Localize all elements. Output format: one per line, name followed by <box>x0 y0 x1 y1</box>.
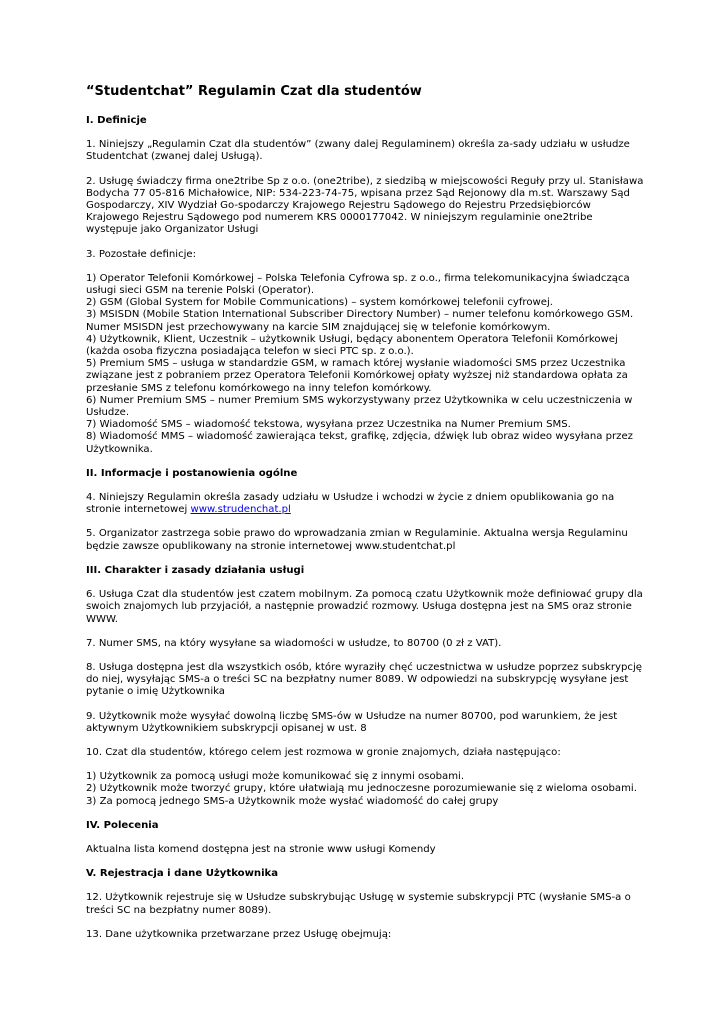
document-page <box>86 84 646 953</box>
section-heading-service: III. Charakter i zasady działania usługi <box>86 564 305 576</box>
section-heading-definitions: I. Definicje <box>86 115 147 126</box>
document-title: “Studentchat” Regulamin Czat dla studentów <box>86 84 422 99</box>
paragraph-12: 12. Użytkownik rejestruje się w Usłudze subskrybując Usługę w systemie subskrypcji PTC (wysłanie SMS-a o treści SC na bezpłatny numer 8089). <box>86 892 631 916</box>
paragraph-3: 3. Pozostałe definicje: <box>86 248 197 260</box>
list-item: 3) MSISDN (Mobile Station International Subscriber Directory Number) – numer telefonu komórkowego GSM. Numer MSISDN jest przechowywany na karcie SIM znajdującej się w telefonie komórkowym. <box>86 309 634 333</box>
paragraph-13: 13. Dane użytkownika przetwarzane przez Usługę obejmują: <box>86 928 392 940</box>
service-list <box>86 771 646 808</box>
list-item: 1) Użytkownik za pomocą usługi może komunikować się z innymi osobami. <box>86 771 465 783</box>
list-item: 4) Użytkownik, Klient, Uczestnik – użytkownik Usługi, będący abonentem Operatora Telefonii Komórkowej (każda osoba fizyczna posiadająca telefon w sieci PTC sp. z o.o.). <box>86 333 618 358</box>
list-item: 5) Premium SMS – usługa w standardzie GSM, w ramach której wysłanie wiadomości SMS przez Uczestnika związane jest z pobraniem przez Operatora Telefonii Komórkowej opłaty wyższej niż standardowa opłata za przesłanie SMS z telefonu komórkowego na inny telefon komórkowy. <box>86 358 628 394</box>
section-heading-commands: IV. Polecenia <box>86 819 159 831</box>
paragraph-9: 9. Użytkownik może wysyłać dowolną liczbę SMS-ów w Usłudze na numer 80700, pod warunkiem, że jest aktywnym Użytkownikiem subskrypcji opisanej w ust. 8 <box>86 710 618 734</box>
list-item: 6) Numer Premium SMS – numer Premium SMS wykorzystywany przez Użytkownika w celu uczestniczenia w Usłudze. <box>86 394 633 419</box>
paragraph-10: 10. Czat dla studentów, którego celem jest rozmowa w gronie znajomych, działa następująco: <box>86 746 561 758</box>
paragraph-4 <box>86 492 646 516</box>
list-item: 8) Wiadomość MMS – wiadomość zawierająca tekst, grafikę, zdjęcia, dźwięk lub obraz wideo wysyłana przez Użytkownika. <box>86 431 633 455</box>
list-item: 2) GSM (Global System for Mobile Communications) – system komórkowej telefonii cyfrowej. <box>86 297 553 309</box>
definitions-list <box>86 273 646 456</box>
section-heading-general: II. Informacje i postanowienia ogólne <box>86 467 298 479</box>
list-item: 3) Za pomocą jednego SMS-a Użytkownik może wysłać wiadomość do całej grupy <box>86 795 499 807</box>
paragraph-6: 6. Usługa Czat dla studentów jest czatem mobilnym. Za pomocą czatu Użytkownik może definiować grupy dla swoich znajomych lub przyjaciół, a następnie prowadzić rozmowy. Usługa dostępna jest na SMS oraz stronie WWW. <box>86 589 643 625</box>
paragraph-11: Aktualna lista komend dostępna jest na stronie www usługi Komendy <box>86 843 436 855</box>
paragraph-7: 7. Numer SMS, na który wysyłane sa wiadomości w usłudze, to 80700 (0 zł z VAT). <box>86 637 502 649</box>
list-item: 2) Użytkownik może tworzyć grupy, które ułatwiają mu jednoczesne porozumiewanie się z wieloma osobami. <box>86 783 637 795</box>
website-link[interactable]: www.strudenchat.pl <box>190 504 291 516</box>
paragraph-4-text: 4. Niniejszy Regulamin określa zasady udziału w Usłudze i wchodzi w życie z dniem opublikowania go na stronie internetowej <box>86 492 615 516</box>
list-item: 7) Wiadomość SMS – wiadomość tekstowa, wysyłana przez Uczestnika na Numer Premium SMS. <box>86 419 571 431</box>
section-heading-registration: V. Rejestracja i dane Użytkownika <box>86 868 279 880</box>
paragraph-8: 8. Usługa dostępna jest dla wszystkich osób, które wyraziły chęć uczestnictwa w usłudze poprzez subskrypcję do niej, wysyłając SMS-a o treści SC na bezpłatny numer 8089. W odpowiedzi na subskrypcję wysyłane jest pytanie o imię Użytkownika <box>86 661 642 698</box>
list-item: 1) Operator Telefonii Komórkowej – Polska Telefonia Cyfrowa sp. z o.o., firma telekomunikacyjna świadcząca usługi sieci GSM na terenie Polski (Operator). <box>86 272 630 297</box>
paragraph-2: 2. Usługę świadczy firma one2tribe Sp z o.o. (one2tribe), z siedzibą w miejscowości Reguły przy ul. Stanisława Bodycha 77 05-816 Michałowice, NIP: 534-223-74-75, wpisana przez Sąd Rejonowy dla m.st. Warszawy Sąd Gospodarczy, XIV Wydział Go-spodarczy Krajowego Rejestru Sądowego do Rejestru Przedsiębiorców Krajowego Rejestru Sądowego pod numerem KRS 0000177042. W niniejszym regulaminie one2tribe występuje jako Organizator Usługi <box>86 175 644 236</box>
paragraph-1: 1. Niniejszy „Regulamin Czat dla studentów” (zwany dalej Regulaminem) określa za-sady udziału w usłudze Studentchat (zwanej dalej Usługą). <box>86 139 630 163</box>
paragraph-5: 5. Organizator zastrzega sobie prawo do wprowadzania zmian w Regulaminie. Aktualna wersja Regulaminu będzie zawsze opublikowany na stronie internetowej www.studentchat.pl <box>86 528 628 552</box>
